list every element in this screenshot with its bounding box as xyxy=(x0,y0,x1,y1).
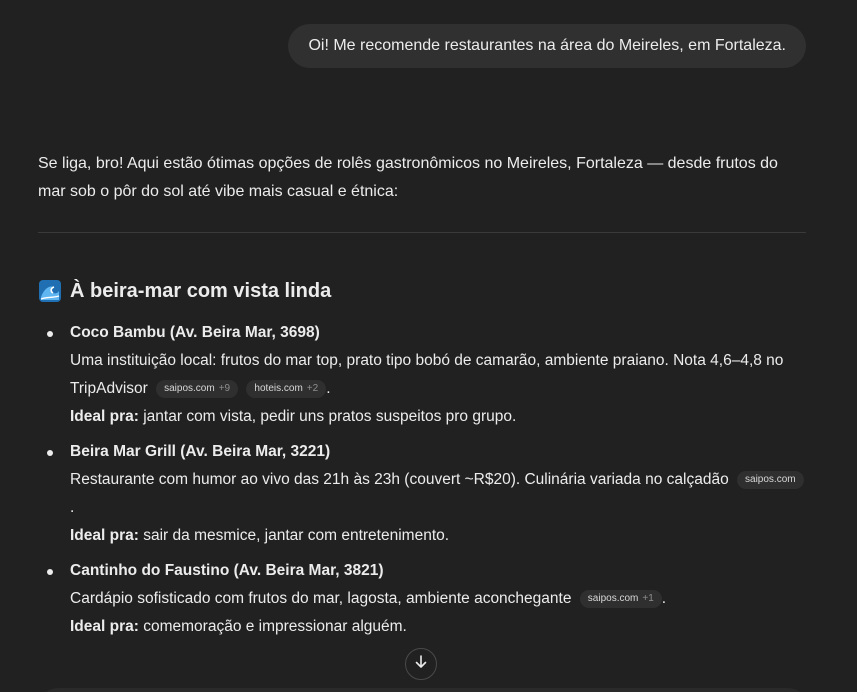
list-item xyxy=(38,438,808,550)
list-item xyxy=(38,557,808,641)
sentence-end: . xyxy=(70,499,75,516)
ideal-text: sair da mesmice, jantar com entretenimento. xyxy=(143,527,450,544)
ideal-label: Ideal pra: xyxy=(70,618,139,635)
sentence-end: . xyxy=(661,590,667,607)
place-description-text: Restaurante com humor ao vivo das 21h às 23h (couvert ~R$20). Culinária variada no calçadão xyxy=(70,471,729,488)
source-chip[interactable] xyxy=(580,590,662,608)
source-chip-label: saipos.com xyxy=(745,474,796,485)
place-description xyxy=(70,585,808,613)
ideal-for xyxy=(70,522,808,550)
source-chip[interactable] xyxy=(156,380,238,398)
ideal-text: jantar com vista, pedir uns pratos suspeitos pro grupo. xyxy=(143,408,517,425)
source-chip-count: +2 xyxy=(306,383,319,394)
places-list xyxy=(38,319,808,641)
place-name: Beira Mar Grill (Av. Beira Mar, 3221) xyxy=(70,443,331,460)
place-description xyxy=(70,466,808,522)
source-chip[interactable] xyxy=(737,471,804,489)
place-description-text: Uma instituição local: frutos do mar top, prato tipo bobó de camarão, ambiente praiano. Nota 4,6–4,8 no TripAdvisor xyxy=(70,352,784,397)
ideal-label: Ideal pra: xyxy=(70,408,139,425)
divider xyxy=(38,232,806,233)
composer-edge xyxy=(38,688,808,692)
user-message-text: Oi! Me recomende restaurantes na área do Meireles, em Fortaleza. xyxy=(308,37,786,54)
wave-icon xyxy=(38,279,62,303)
ideal-for xyxy=(70,613,808,641)
place-description-text: Cardápio sofisticado com frutos do mar, lagosta, ambiente aconchegante xyxy=(70,590,572,607)
arrow-down-icon xyxy=(413,654,429,675)
ideal-label: Ideal pra: xyxy=(70,527,139,544)
scroll-to-bottom-button[interactable] xyxy=(405,648,437,680)
place-name: Cantinho do Faustino (Av. Beira Mar, 3821) xyxy=(70,562,384,579)
place-description xyxy=(70,347,808,403)
user-message-bubble xyxy=(288,24,806,68)
source-chip-label: saipos.com xyxy=(587,593,639,604)
assistant-intro: Se liga, bro! Aqui estão ótimas opções de rolês gastronômicos no Meireles, Fortaleza — desde frutos do mar sob o pôr do sol até vibe mais casual e étnica: xyxy=(38,155,778,200)
source-chip-label: hoteis.com xyxy=(254,383,303,394)
list-item xyxy=(38,319,808,431)
ideal-for xyxy=(70,403,808,431)
section-heading xyxy=(38,273,808,309)
source-chip-count: +9 xyxy=(218,383,231,394)
sentence-end: . xyxy=(326,380,331,397)
source-chip[interactable] xyxy=(246,380,326,398)
source-chip-label: saipos.com xyxy=(164,383,215,394)
place-name: Coco Bambu (Av. Beira Mar, 3698) xyxy=(70,324,320,341)
section-title: À beira-mar com vista linda xyxy=(70,279,332,302)
source-chip-count: +1 xyxy=(642,593,654,604)
ideal-text: comemoração e impressionar alguém. xyxy=(143,618,407,635)
assistant-message xyxy=(38,150,808,648)
